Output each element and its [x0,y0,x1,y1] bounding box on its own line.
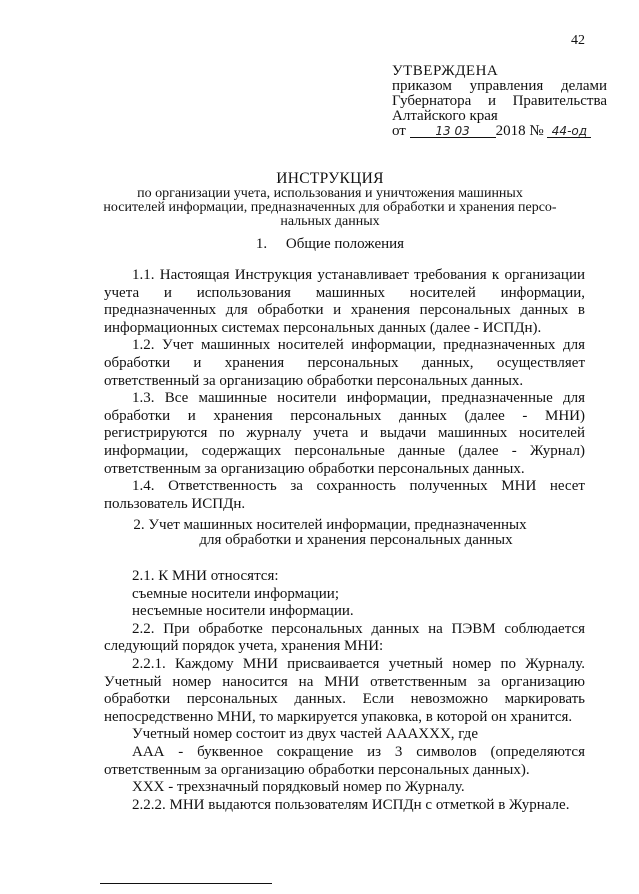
document-subtitle-line-1: по организации учета, использования и уничтожения машинных [137,186,523,201]
paragraph-2-2: 2.2. При обработке персональных данных на ПЭВМ соблюдается следующий порядок учета, хранения МНИ: [104,620,585,655]
document-subtitle-line-2: носителей информации, предназначенных для обработки и хранения персо- [103,200,557,215]
approval-date-row [392,124,607,139]
paragraph-2-2-2: 2.2.2. МНИ выдаются пользователям ИСПДн с отметкой в Журнале. [132,796,570,813]
section-2-heading [90,518,570,548]
approval-block [392,64,607,139]
year-number-label: 2018 № [495,123,544,139]
approval-line-1: приказом управления делами [392,78,607,94]
approval-stamp: УТВЕРЖДЕНА [392,63,499,79]
paragraph-2-2-1-a: Учетный номер состоит из двух частей АААХХХ, где [132,726,478,743]
footnote-separator [100,883,272,884]
approval-line-3: Алтайского края [392,108,498,124]
section-2-heading-line-2: для обработки и хранения персональных данных [199,532,513,548]
paragraph-1-3: 1.3. Все машинные носители информации, предназначенные для обработки и хранения персональных данных (далее - МНИ) регистрируются по журналу учета и выдачи машинных носителей информации, содержащих персональные данные (далее - Журнал) ответственным за организацию обработки персональных данных. [104,390,585,477]
paragraph-1-2: 1.2. Учет машинных носителей информации, предназначенных для обработки и хранения персональных данных, осуществляет ответственный за организацию обработки персональных данных. [104,337,585,389]
section-2-body [104,568,585,814]
handwritten-order-number: 44-од [547,125,591,138]
section-1-body [104,267,585,513]
section-1-heading: 1. Общие положения [255,236,405,252]
section-2-heading-line-1: 2. Учет машинных носителей информации, предназначенных [133,517,527,533]
paragraph-2-1-a: съемные носители информации; [132,585,339,602]
page-number: 42 [571,33,585,48]
paragraph-2-2-1: 2.2.1. Каждому МНИ присваивается учетный номер по Журналу. Учетный номер наносится на МНИ ответственным за организацию обработки персональных данных. Если невозможно маркировать непосредственно МНИ, то маркируется упаковка, в которой он хранится. [104,655,585,725]
approval-line-2: Губернатора и Правительства [392,93,607,109]
paragraph-1-4: 1.4. Ответственность за сохранность полученных МНИ несет пользователь ИСПДн. [104,478,585,512]
document-subtitle-line-3: нальных данных [280,214,380,229]
document-title: ИНСТРУКЦИЯ [276,170,384,187]
paragraph-2-2-1-b: ААА - буквенное сокращение из 3 символов (определяются ответственным за организацию обработки персональных данных). [104,743,585,778]
date-prefix: от [392,123,406,139]
handwritten-date: 13 03 [410,125,496,138]
document-title-block [90,170,570,229]
paragraph-2-1-b: несъемные носители информации. [132,603,354,620]
paragraph-2-2-1-c: ХХХ - трехзначный порядковый номер по Журналу. [132,779,465,796]
paragraph-2-1: 2.1. К МНИ относятся: [132,568,279,584]
paragraph-1-1: 1.1. Настоящая Инструкция устанавливает требования к организации учета и использования машинных носителей информации, предназначенных для обработки и хранения персональных данных в информационных системах персональных данных (далее - ИСПДн). [104,267,585,336]
